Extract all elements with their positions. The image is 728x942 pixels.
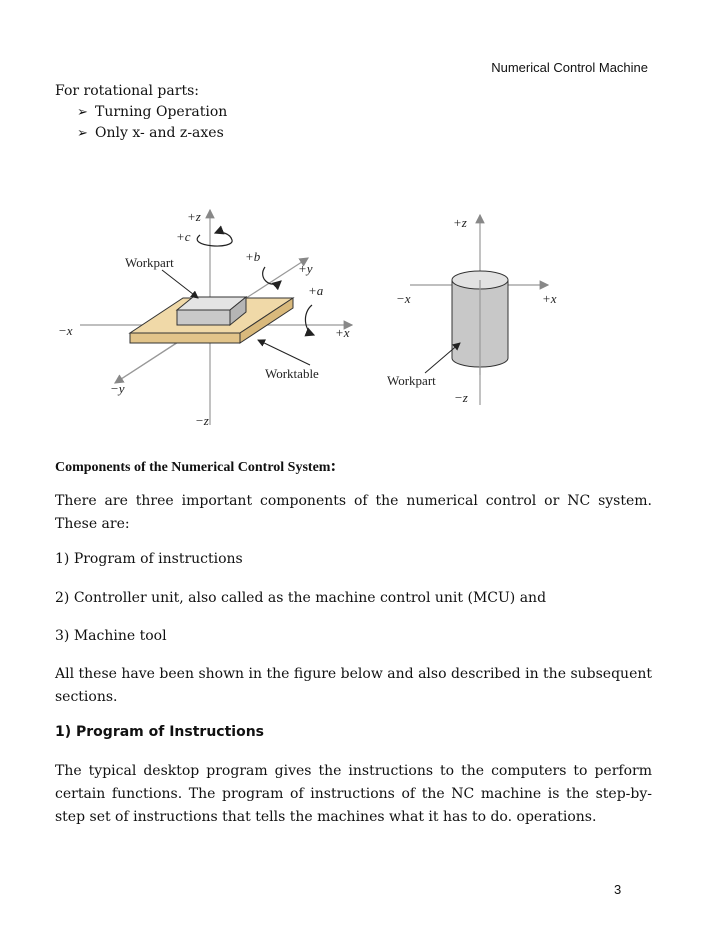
worktable-leader [258, 340, 310, 365]
workpart-front [177, 310, 230, 325]
label-plus-z: +z [187, 209, 201, 224]
list-item: 2) Controller unit, also called as the machine control unit (MCU) and [55, 590, 547, 606]
section-heading-colon: : [330, 456, 337, 475]
paragraph-program: The typical desktop program gives the instructions to the computers to perform certain functions. The program of instructions of the NC machine is the step-by-step set of instructions that tells the machines what it has to do. operations. [55, 763, 652, 825]
label-plus-x: +x [542, 291, 557, 306]
a-rotation-arrow [305, 305, 314, 335]
label-plus-c: +c [176, 229, 191, 244]
c-rotation-arrow [197, 232, 232, 246]
label-plus-y: +y [298, 261, 313, 276]
arrow-bullet-icon: ➢ [77, 105, 88, 120]
section-heading-text: Components of the Numerical Control System [55, 460, 331, 475]
label-minus-x: −x [396, 291, 411, 306]
arrow-bullet-icon: ➢ [77, 126, 88, 141]
label-minus-z: −z [454, 390, 468, 405]
label-minus-x: −x [58, 323, 73, 338]
bullet-item [77, 104, 227, 120]
rotational-part-diagram [380, 205, 590, 415]
label-minus-y: −y [110, 381, 125, 396]
bullet-text: Only x- and z-axes [95, 125, 224, 141]
intro-title: For rotational parts: [55, 83, 199, 99]
label-workpart: Workpart [125, 255, 174, 270]
label-plus-a: +a [308, 283, 324, 298]
label-plus-b: +b [245, 249, 261, 264]
bullet-text: Turning Operation [95, 104, 228, 120]
page-header: Numerical Control Machine [491, 60, 648, 75]
paragraph-intro: There are three important components of the numerical control or NC system. These are: [55, 493, 652, 532]
label-workpart: Workpart [387, 373, 436, 388]
label-worktable: Worktable [265, 366, 319, 381]
section-heading [55, 456, 336, 476]
workpart-leader [162, 270, 198, 298]
worktable-front [130, 333, 240, 343]
machine-axes-diagram [50, 195, 370, 435]
subsection-heading: 1) Program of Instructions [55, 724, 264, 740]
paragraph-figure-note: All these have been shown in the figure below and also described in the subsequent sections. [55, 666, 652, 705]
page-number: 3 [614, 882, 622, 897]
list-item: 1) Program of instructions [55, 551, 243, 567]
list-item: 3) Machine tool [55, 628, 167, 644]
label-plus-z: +z [453, 215, 467, 230]
label-plus-x: +x [335, 325, 350, 340]
label-minus-z: −z [195, 413, 209, 428]
bullet-item [77, 125, 224, 141]
